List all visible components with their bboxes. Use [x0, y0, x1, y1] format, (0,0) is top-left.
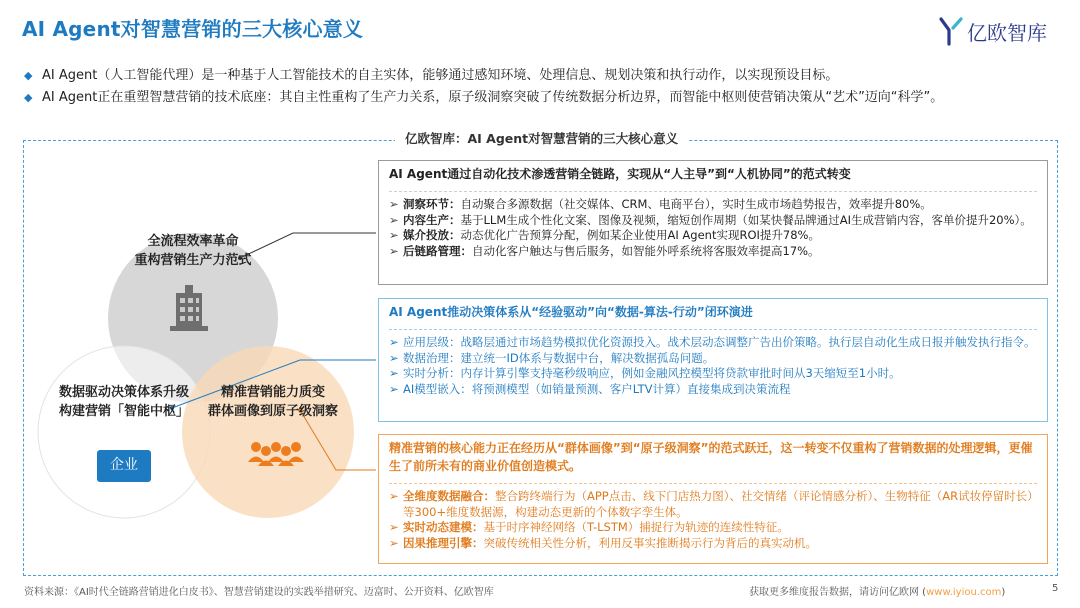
card-divider: [389, 191, 1037, 192]
item-text: 动态优化广告预算分配，例如某企业使用AI Agent实现ROI提升78%。: [460, 228, 820, 242]
logo-mark-icon: [938, 16, 964, 46]
list-item: [389, 520, 1037, 536]
list-item: [389, 366, 1037, 382]
arrow-bullet-icon: ➢: [389, 335, 399, 349]
intro-bullet-text: AI Agent（人工智能代理）是一种基于人工智能技术的自主实体，能够通过感知环境、处理信息、规划决策和执行动作，以实现预设目标。: [42, 68, 839, 83]
more-info-prefix: 获取更多维度报告数据，请访问亿欧网 (: [749, 587, 927, 598]
venn-label-left-line2: 构建营销「智能中枢」: [58, 404, 189, 419]
list-item: [389, 335, 1037, 351]
item-text: 自动化客户触达与售后服务，如智能外呼系统将客服效率提高17%。: [472, 243, 820, 258]
list-item: [389, 197, 1037, 213]
item-key: 实时动态建模：: [403, 520, 484, 534]
card-body: [379, 195, 1047, 259]
card-decision: [378, 298, 1048, 422]
card-efficiency: [378, 160, 1048, 285]
item-key: 后链路管理：: [403, 243, 472, 258]
item-key: 洞察环节：: [403, 197, 461, 211]
arrow-bullet-icon: ➢: [389, 243, 399, 258]
venn-label-left-line1: 数据驱动决策体系升级: [58, 385, 189, 400]
frame-title: 亿欧智库：AI Agent对智慧营销的三大核心意义: [395, 129, 688, 147]
more-info-suffix: ): [1001, 587, 1006, 598]
item-text: 自动聚合多源数据（社交媒体、CRM、电商平台），实时生成市场趋势报告，效率提升80%。: [460, 197, 932, 211]
venn-label-right-line1: 精准营销能力质变: [220, 385, 325, 400]
card-body: [379, 333, 1047, 397]
list-item: [389, 536, 1037, 552]
diamond-bullet-icon: ◆: [24, 69, 33, 82]
card-heading: 精准营销的核心能力正在经历从“群体画像”到“原子级洞察”的范式跃迁，这一转变不仅重构了营销数据的处理逻辑，更催生了前所未有的商业价值创造模式。: [389, 441, 1033, 473]
arrow-bullet-icon: ➢: [389, 228, 399, 242]
card-heading: AI Agent推动决策体系从“经验驱动”向“数据-算法-行动”闭环演进: [389, 305, 753, 319]
arrow-bullet-icon: ➢: [389, 350, 399, 365]
arrow-bullet-icon: ➢: [389, 381, 399, 396]
item-text: 数据治理：建立统一ID体系与数据中台，解决数据孤岛问题。: [403, 350, 715, 365]
list-item: [389, 213, 1037, 229]
diamond-bullet-icon: ◆: [24, 91, 33, 104]
logo-text: 亿欧智库: [967, 21, 1047, 45]
venn-label-top-line2: 重构营销生产力范式: [134, 253, 252, 268]
card-precision: [378, 434, 1048, 564]
card-body: [379, 487, 1047, 551]
arrow-bullet-icon: ➢: [389, 520, 399, 534]
card-divider: [389, 329, 1037, 330]
source-note: 资料来源：《AI时代全链路营销进化白皮书》、智慧营销建设的实践举措研究、迈富时、公开资料、亿欧智库: [24, 587, 494, 598]
arrow-bullet-icon: ➢: [389, 197, 399, 211]
enterprise-badge-label: 企业: [110, 457, 138, 473]
list-item: [389, 228, 1037, 244]
item-text: 基于LLM生成个性化文案、图像及视频，缩短创作周期（如某快餐品牌通过AI生成营销内容，客单价提升20%）。: [460, 212, 1032, 227]
venn-label-right: [198, 383, 348, 421]
card-divider: [389, 483, 1037, 484]
item-text: 突破传统相关性分析，利用反事实推断揭示行为背后的真实动机。: [483, 535, 817, 550]
intro-bullet-text: AI Agent正在重塑智慧营销的技术底座：其自主性重构了生产力关系，原子级洞察突破了传统数据分析边界，而智能中枢则使营销决策从“艺术”迈向“科学”。: [42, 90, 944, 105]
logo: [938, 16, 1063, 48]
venn-diagram: [0, 0, 380, 608]
arrow-bullet-icon: ➢: [389, 366, 399, 380]
page-number: 5: [1052, 583, 1059, 594]
item-text: 应用层级：战略层通过市场趋势模拟优化资源投入。战术层动态调整广告出价策略。执行层自动化生成日报并触发执行指令。: [403, 335, 1036, 349]
venn-label-top-line1: 全流程效率革命: [147, 234, 239, 249]
arrow-bullet-icon: ➢: [389, 212, 399, 227]
list-item: [389, 489, 1037, 520]
list-item: [389, 351, 1037, 367]
item-text: 实时分析：内存计算引擎支持毫秒级响应，例如金融风控模型将贷款审批时间从3天缩短至1小时。: [403, 366, 901, 380]
list-item: [389, 244, 1037, 260]
venn-label-top: [118, 232, 268, 270]
item-text: AI模型嵌入：将预测模型（如销量预测、客户LTV计算）直接集成到决策流程: [403, 381, 791, 396]
website-link[interactable]: www.iyiou.com: [926, 587, 1002, 598]
item-text: 基于时序神经网络（T-LSTM）捕捉行为轨迹的连续性特征。: [483, 520, 789, 534]
venn-label-left: [44, 383, 204, 421]
venn-label-right-line2: 群体画像到原子级洞察: [207, 404, 338, 419]
arrow-bullet-icon: ➢: [389, 489, 399, 503]
page-title: AI Agent对智慧营销的三大核心意义: [22, 17, 364, 41]
item-key: 媒介投放：: [403, 228, 461, 242]
more-info: [749, 583, 1005, 598]
arrow-bullet-icon: ➢: [389, 535, 399, 550]
card-heading: AI Agent通过自动化技术渗透营销全链路，实现从“人主导”到“人机协同”的范式转变: [389, 167, 851, 181]
item-text: 整合跨终端行为（APP点击、线下门店热力图）、社交情绪（评论情感分析）、生物特征（AR试妆停留时长）等300+维度数据源，构建动态更新的个体数字孪生体。: [403, 489, 1033, 519]
list-item: [389, 382, 1037, 398]
item-key: 因果推理引擎：: [403, 535, 484, 550]
item-key: 内容生产：: [403, 212, 461, 227]
item-key: 全维度数据融合：: [403, 489, 495, 503]
